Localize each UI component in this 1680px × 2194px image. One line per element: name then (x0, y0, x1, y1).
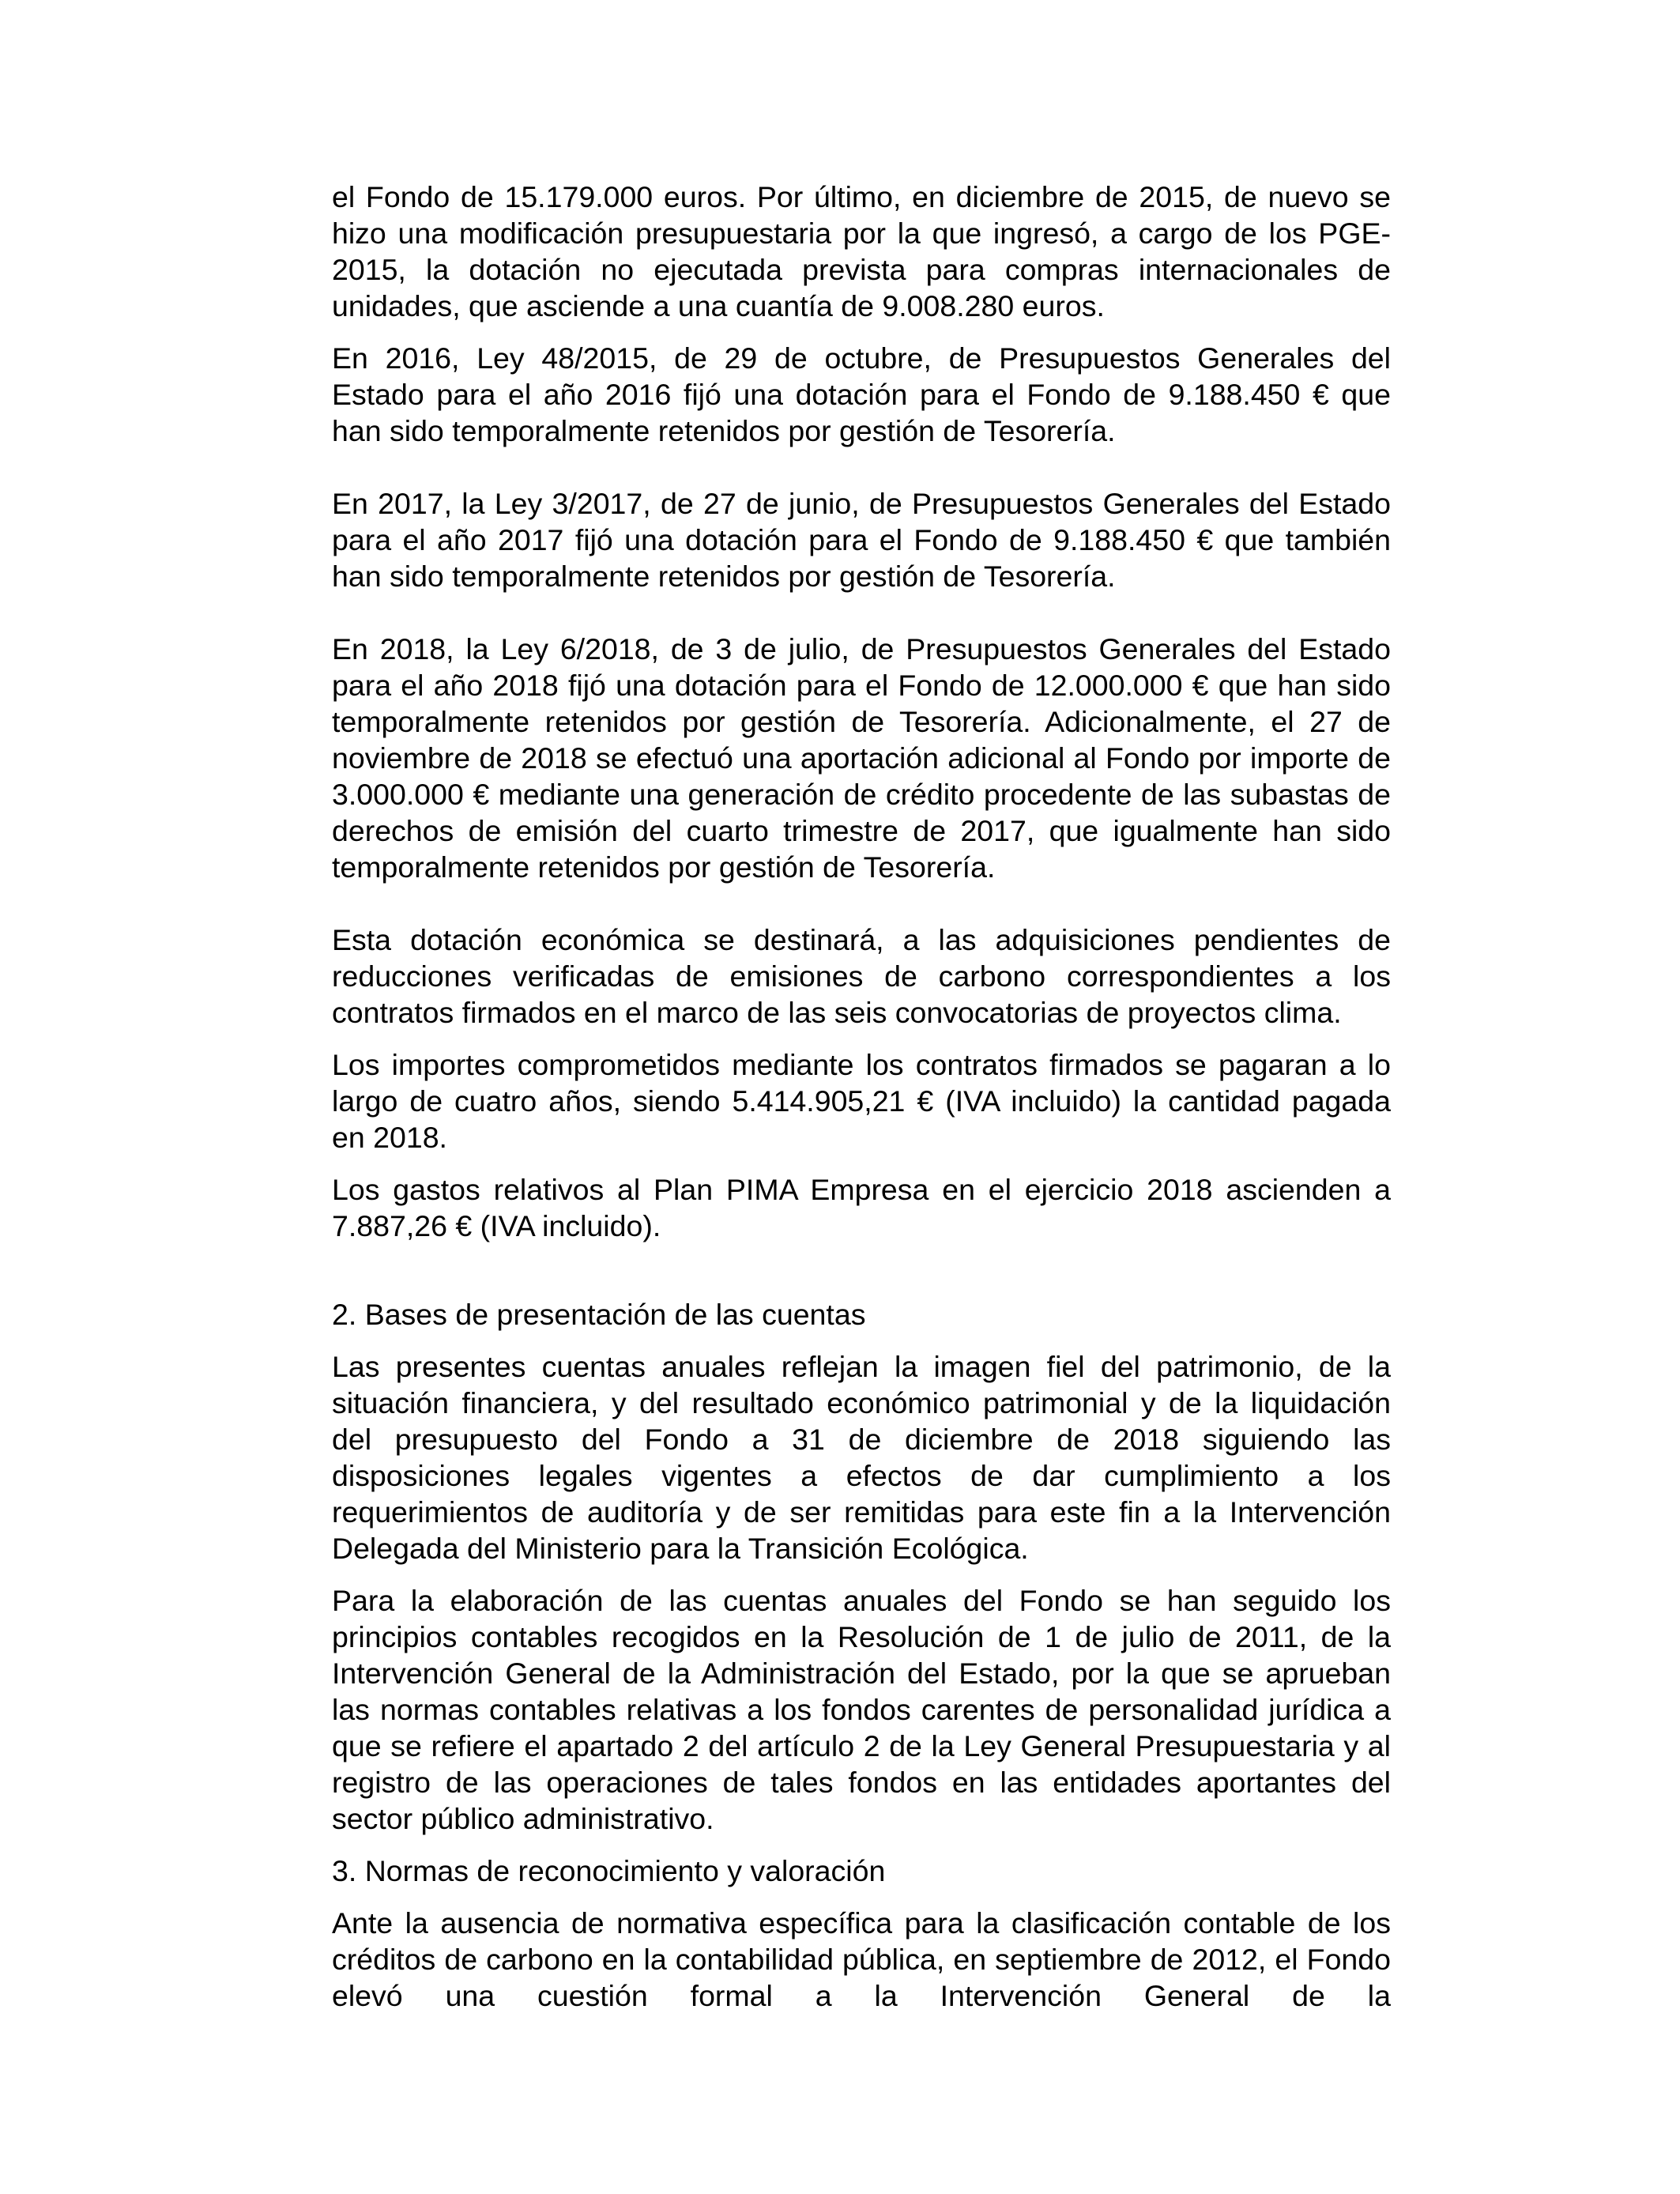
paragraph-2016: En 2016, Ley 48/2015, de 29 de octubre, de Presupuestos Generales del Estado para el año 2016 fijó una dotación para el Fondo de 9.188.450 € que han sido temporalmente retenidos por gestión de Tesorería. (332, 341, 1391, 447)
paragraph-fondo-2015: el Fondo de 15.179.000 euros. Por último, en diciembre de 2015, de nuevo se hizo una modificación presupuestaria por la que ingresó, a cargo de los PGE-2015, la dotación no ejecutada prevista para compras internacionales de unidades, que asciende a una cuantía de 9.008.280 euros. (332, 180, 1391, 322)
section-heading-bases: 2. Bases de presentación de las cuentas (332, 1298, 866, 1331)
section-heading-normas: 3. Normas de reconocimiento y valoración (332, 1854, 886, 1887)
paragraph-2018: En 2018, la Ley 6/2018, de 3 de julio, de Presupuestos Generales del Estado para el año 2018 fijó una dotación para el Fondo de 12.000.000 € que han sido temporalmente retenidos por gestión de Tesorería. Adicionalmente, el 27 de noviembre de 2018 se efectuó una aportación adicional al Fondo por importe de 3.000.000 € mediante una generación de crédito procedente de las subastas de derechos de emisión del cuarto trimestre de 2017, que igualmente han sido temporalmente retenidos por gestión de Tesorería. (332, 632, 1391, 884)
paragraph-principios-contables: Para la elaboración de las cuentas anuales del Fondo se han seguido los principios contables recogidos en la Resolución de 1 de julio de 2011, de la Intervención General de la Administración del Estado, por la que se aprueban las normas contables relativas a los fondos carentes de personalidad jurídica a que se refiere el apartado 2 del artículo 2 de la Ley General Presupuestaria y al registro de las operaciones de tales fondos en las entidades aportantes del sector público administrativo. (332, 1584, 1391, 1835)
paragraph-gastos-pima: Los gastos relativos al Plan PIMA Empresa en el ejercicio 2018 ascienden a 7.887,26 € (IVA incluido). (332, 1173, 1391, 1242)
paragraph-creditos-carbono: Ante la ausencia de normativa específica para la clasificación contable de los créditos de carbono en la contabilidad pública, en septiembre de 2012, el Fondo elevó una cuestión formal a la Intervención General de la (332, 1906, 1391, 2012)
paragraph-importes-comprometidos: Los importes comprometidos mediante los contratos firmados se pagaran a lo largo de cuatro años, siendo 5.414.905,21 € (IVA incluido) la cantidad pagada en 2018. (332, 1048, 1391, 1154)
paragraph-dotacion-economica: Esta dotación económica se destinará, a las adquisiciones pendientes de reducciones verificadas de emisiones de carbono correspondientes a los contratos firmados en el marco de las seis convocatorias de proyectos clima. (332, 923, 1391, 1029)
document-body (332, 179, 1391, 2014)
paragraph-2017: En 2017, la Ley 3/2017, de 27 de junio, de Presupuestos Generales del Estado para el año 2017 fijó una dotación para el Fondo de 9.188.450 € que también han sido temporalmente retenidos por gestión de Tesorería. (332, 487, 1391, 593)
paragraph-cuentas-anuales: Las presentes cuentas anuales reflejan la imagen fiel del patrimonio, de la situación financiera, y del resultado económico patrimonial y de la liquidación del presupuesto del Fondo a 31 de diciembre de 2018 siguiendo las disposiciones legales vigentes a efectos de dar cumplimiento a los requerimientos de auditoría y de ser remitidas para este fin a la Intervención Delegada del Ministerio para la Transición Ecológica. (332, 1350, 1391, 1565)
